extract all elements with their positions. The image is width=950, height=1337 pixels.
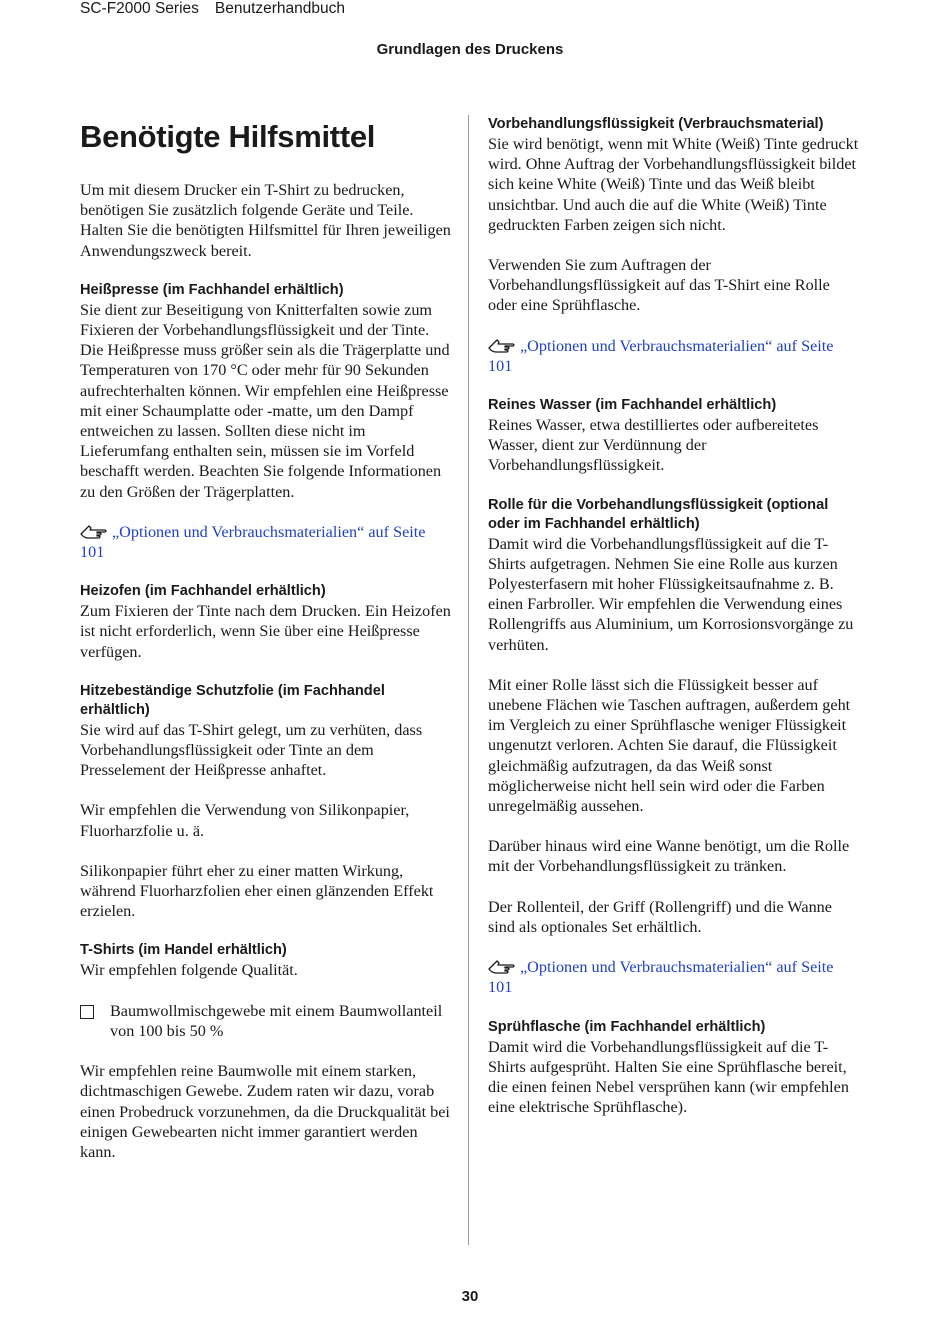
reference-link-2[interactable] <box>488 336 860 376</box>
spray-bottle-paragraph: Damit wird die Vorbehandlungsflüssigkeit auf die T-Shirts aufgesprüht. Halten Sie eine Sprühflasche bereit, die einen feinen Nebel versprühen kann (wir empfehlen eine elektrische Sprühflasche). <box>488 1037 849 1117</box>
pointing-hand-icon <box>488 957 516 975</box>
pretreatment-paragraph-1: Sie wird benötigt, wenn mit White (Weiß) Tinte gedruckt wird. Ohne Auftrag der Vorbehandlungsflüssigkeit bildet sich keine White (Weiß) Tinte und das Weiß bleibt unsichtbar. Und auch die auf die White (Weiß) Tinte gedruckten Farben zeigen sich nicht. <box>488 135 859 234</box>
pointing-hand-icon <box>80 522 108 540</box>
spray-bottle-heading: Sprühflasche (im Fachhandel erhältlich) <box>488 1018 766 1035</box>
reference-link-1[interactable] <box>80 522 452 562</box>
roller-paragraph-2: Mit einer Rolle lässt sich die Flüssigkeit besser auf unebene Flächen wie Taschen auftragen, außerdem geht im Vergleich zu einer Sprühflasche weniger Flüssigkeit ungenutzt verloren. Achten Sie darauf, die Flüssigkeit gleichmäßig aufzutragen, da das Weiß sonst möglicherweise nicht hell sein wird oder die Farben unregelmäßig aussehen. <box>488 675 851 816</box>
protective-sheet-heading: Hitzebeständige Schutzfolie (im Fachhandel erhältlich) <box>80 682 385 718</box>
pretreatment-paragraph-2: Verwenden Sie zum Auftragen der Vorbehandlungsflüssigkeit auf das T-Shirt eine Rolle oder eine Sprühflasche. <box>488 256 830 315</box>
header-series: SC-F2000 Series <box>80 0 199 17</box>
roller-paragraph-1: Damit wird die Vorbehandlungsflüssigkeit auf die T-Shirts aufgetragen. Nehmen Sie eine Rolle aus kurzen Polyesterfasern mit hoher Flüssigkeitsaufnahme z. B. einen Farbroller. Wir empfehlen die Verwendung eines Rollengriffs aus Aluminium, um Korrosionsvorgänge zu verhüten. <box>488 534 854 654</box>
pointing-hand-icon <box>488 336 516 354</box>
oven-paragraph: Zum Fixieren der Tinte nach dem Drucken. Ein Heizofen ist nicht erforderlich, wenn Sie über eine Heißpresse verfügen. <box>80 602 451 661</box>
intro-paragraph: Um mit diesem Drucker ein T-Shirt zu bedrucken, benötigen Sie zusätzlich folgende Geräte und Teile. Halten Sie die benötigten Hilfsmittel für Ihren jeweiligen Anwendungszweck bereit. <box>80 181 451 260</box>
reference-link-2-text[interactable]: „Optionen und Verbrauchsmaterialien“ auf Seite 101 <box>488 336 834 375</box>
protective-sheet-paragraph-1: Sie wird auf das T-Shirt gelegt, um zu verhüten, dass Vorbehandlungsflüssigkeit oder Tinte an dem Presselement der Heißpresse anhaftet. <box>80 720 423 780</box>
tshirt-heading: T-Shirts (im Handel erhältlich) <box>80 942 287 959</box>
right-column <box>488 113 860 1117</box>
checkbox-bullet-icon <box>80 1005 94 1019</box>
header-manual: Benutzerhandbuch <box>214 0 346 17</box>
reference-link-3[interactable] <box>488 957 860 997</box>
heatpress-heading: Heißpresse (im Fachhandel erhältlich) <box>80 281 344 298</box>
heatpress-paragraph: Sie dient zur Beseitigung von Knitterfalten sowie zum Fixieren der Vorbehandlungsflüssigkeit und der Tinte. Die Heißpresse muss größer sein als die Trägerplatte und Temperaturen von 170 °C oder mehr für 90 Sekunden aufrechterhalten können. Wir empfehlen eine Heißpresse mit einer Schaumplatte oder -matte, um den Dampf entweichen zu lassen. Sollten diese nicht im Lieferumfang enthalten sein, müssen sie im Vorfeld beschafft werden. Beachten Sie folgende Informationen zu den Größen der Trägerplatten. <box>80 300 450 501</box>
reference-link-1-text[interactable]: „Optionen und Verbrauchsmaterialien“ auf Seite 101 <box>80 522 426 562</box>
pure-water-paragraph: Reines Wasser, etwa destilliertes oder aufbereitetes Wasser, dient zur Verdünnung der Vorbehandlungsflüssigkeit. <box>488 416 819 475</box>
left-column <box>80 113 452 1162</box>
reference-link-3-text[interactable]: „Optionen und Verbrauchsmaterialien“ auf Seite 101 <box>488 958 834 997</box>
running-header <box>80 0 345 18</box>
page-number: 30 <box>461 1288 479 1305</box>
roller-paragraph-3: Darüber hinaus wird eine Wanne benötigt, um die Rolle mit der Vorbehandlungsflüssigkeit zu tränken. <box>488 837 850 876</box>
tshirt-paragraph-2: Wir empfehlen reine Baumwolle mit einem starken, dichtmaschigen Gewebe. Zudem raten wir dazu, vorab einen Probedruck vorzunehmen, da die Druckqualität bei einigen Gewebearten nicht immer garantiert werden kann. <box>80 1062 450 1161</box>
tshirt-paragraph: Wir empfehlen folgende Qualität. <box>80 961 298 980</box>
protective-sheet-paragraph-3: Silikonpapier führt eher zu einer matten Wirkung, während Fluorharzfolien eher einen glänzenden Effekt erzielen. <box>80 861 434 921</box>
roller-paragraph-4: Der Rollenteil, der Griff (Rollengriff) und die Wanne sind als optionales Set erhältlich. <box>488 897 832 936</box>
chapter-title: Grundlagen des Druckens <box>376 41 564 58</box>
column-divider <box>468 115 469 1245</box>
tshirt-bullet-text: Baumwollmischgewebe mit einem Baumwollanteil von 100 bis 50 % <box>110 1001 443 1040</box>
roller-heading: Rolle für die Vorbehandlungsflüssigkeit (optional oder im Fachhandel erhältlich) <box>488 496 829 532</box>
oven-heading: Heizofen (im Fachhandel erhältlich) <box>80 583 326 600</box>
pure-water-heading: Reines Wasser (im Fachhandel erhältlich) <box>488 397 777 414</box>
page-title: Benötigte Hilfsmittel <box>80 119 376 154</box>
pretreatment-heading: Vorbehandlungsflüssigkeit (Verbrauchsmaterial) <box>488 116 824 132</box>
protective-sheet-paragraph-2: Wir empfehlen die Verwendung von Silikonpapier, Fluorharzfolie u. ä. <box>80 801 410 840</box>
tshirt-bullet-item <box>80 1001 452 1041</box>
